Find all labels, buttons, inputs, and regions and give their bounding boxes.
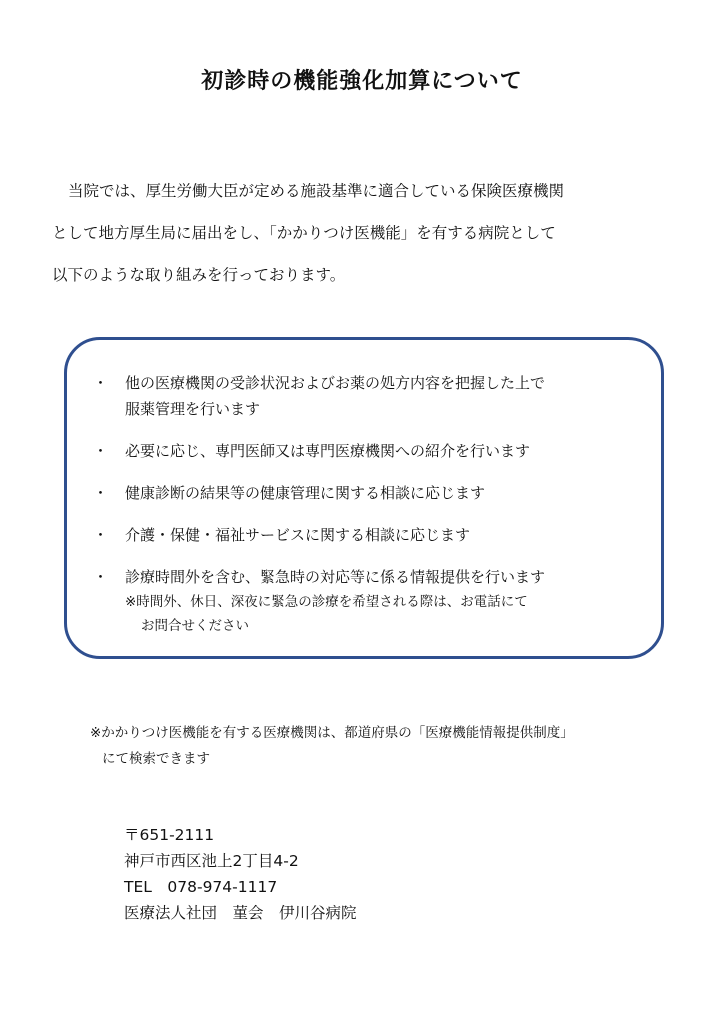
footnote-line-2: にて検索できます — [102, 751, 210, 767]
phone-number: TEL 078-974-1117 — [124, 878, 278, 896]
services-box — [64, 337, 664, 659]
service-item-emergency-info — [93, 564, 641, 638]
page-title: 初診時の機能強化加算について — [201, 69, 523, 94]
emergency-note-line-2: お問合せください — [141, 618, 249, 634]
street-address: 神戸市西区池上2丁目4-2 — [124, 852, 299, 870]
bullet-icon: ・ — [93, 526, 109, 544]
service-item-line: 診療時間外を含む、緊急時の対応等に係る情報提供を行います — [125, 568, 546, 586]
service-item-line: 必要に応じ、専門医師又は専門医療機関への紹介を行います — [125, 442, 531, 460]
emergency-note-line-1: ※時間外、休日、深夜に緊急の診療を希望される際は、お電話にて — [125, 594, 528, 610]
hospital-name: 医療法人社団 菫会 伊川谷病院 — [124, 904, 357, 922]
service-item-line: 健康診断の結果等の健康管理に関する相談に応じます — [125, 484, 486, 502]
service-item-referral — [93, 438, 641, 464]
bullet-icon: ・ — [93, 442, 109, 460]
service-item-medication-management — [93, 370, 641, 422]
bullet-icon: ・ — [93, 374, 109, 392]
bullet-icon: ・ — [93, 484, 109, 502]
service-item-care-consultation — [93, 522, 641, 548]
service-item-line: 服薬管理を行います — [125, 400, 261, 418]
service-item-line: 他の医療機関の受診状況およびお薬の処方内容を把握した上で — [125, 374, 546, 392]
service-item-health-consultation — [93, 480, 641, 506]
contact-address — [124, 822, 357, 926]
service-item-line: 介護・保健・福祉サービスに関する相談に応じます — [125, 526, 471, 544]
postal-code: 〒651-2111 — [124, 826, 215, 844]
intro-line-3: 以下のような取り組みを行っております。 — [52, 266, 346, 284]
bullet-icon: ・ — [93, 568, 109, 586]
intro-line-2: として地方厚生局に届出をし、「かかりつけ医機能」を有する病院として — [52, 224, 556, 242]
footnote-line-1: ※かかりつけ医機能を有する医療機関は、都道府県の「医療機能情報提供制度」 — [90, 725, 574, 741]
footnote — [90, 720, 690, 772]
intro-paragraph — [52, 170, 692, 296]
intro-line-1: 当院では、厚生労働大臣が定める施設基準に適合している保険医療機関 — [68, 182, 565, 200]
